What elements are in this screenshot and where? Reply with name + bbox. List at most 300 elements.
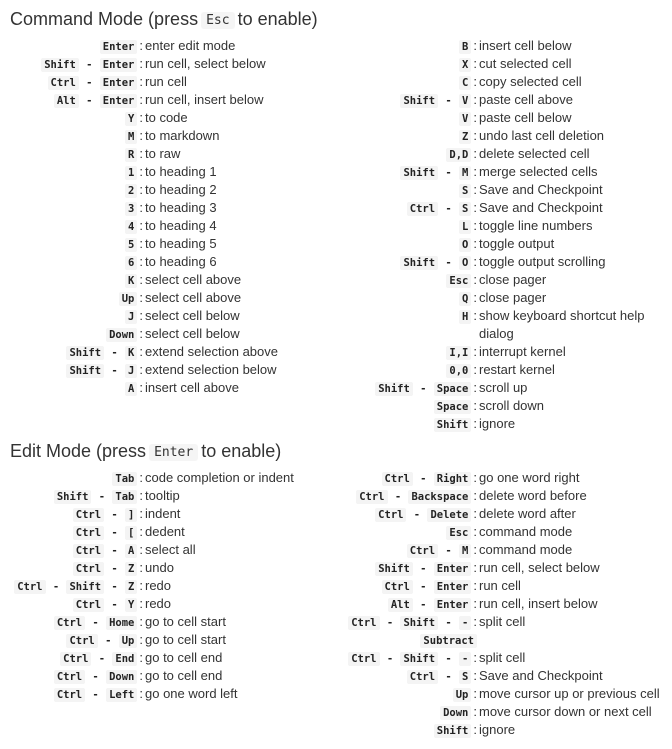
key-separator: - xyxy=(380,617,400,629)
key-cap: Ctrl xyxy=(348,616,379,630)
key-cap: Enter xyxy=(100,58,138,72)
key-separator: - xyxy=(105,365,125,377)
key-colon: : xyxy=(139,632,143,647)
shortcut-description: tooltip xyxy=(145,488,180,503)
shortcut-keys xyxy=(0,307,143,326)
key-colon: : xyxy=(473,56,477,71)
key-colon: : xyxy=(139,38,143,53)
key-cap: Up xyxy=(119,292,138,306)
key-cap: Shift xyxy=(400,652,438,666)
key-cap: 1 xyxy=(125,166,137,180)
key-cap: 3 xyxy=(125,202,137,216)
shortcut-description: select cell above xyxy=(145,272,242,287)
shortcut-description: delete selected cell xyxy=(479,146,590,161)
key-colon: : xyxy=(473,362,477,377)
shortcut-keys xyxy=(0,181,143,200)
key-cap: Z xyxy=(125,580,137,594)
key-separator: - xyxy=(388,491,408,503)
shortcut-keys xyxy=(217,253,477,272)
key-colon: : xyxy=(473,254,477,269)
key-colon: : xyxy=(473,290,477,305)
shortcut-description: to heading 1 xyxy=(145,164,217,179)
edit-mode-title-key: Enter xyxy=(149,444,198,461)
shortcut-keys xyxy=(217,487,477,506)
key-colon: : xyxy=(139,128,143,143)
shortcut-keys xyxy=(0,649,143,668)
shortcut-keys xyxy=(0,361,143,380)
key-cap: R xyxy=(125,148,137,162)
key-cap: Ctrl xyxy=(356,490,387,504)
shortcut-description: move cursor up or previous cell xyxy=(479,686,660,701)
shortcut-keys xyxy=(0,289,143,308)
key-cap: Ctrl xyxy=(407,544,438,558)
key-cap: 6 xyxy=(125,256,137,270)
key-colon: : xyxy=(139,308,143,323)
key-cap: End xyxy=(112,652,137,666)
key-cap: Up xyxy=(453,688,472,702)
key-colon: : xyxy=(139,650,143,665)
shortcut-keys xyxy=(0,595,143,614)
shortcut-keys xyxy=(217,667,477,686)
key-separator: - xyxy=(407,509,427,521)
shortcut-description: to heading 4 xyxy=(145,218,217,233)
key-cap: Ctrl xyxy=(60,652,91,666)
key-colon: : xyxy=(473,398,477,413)
key-colon: : xyxy=(473,74,477,89)
shortcut-keys xyxy=(0,613,143,632)
shortcut-keys xyxy=(0,73,143,92)
key-colon: : xyxy=(473,470,477,485)
shortcut-keys xyxy=(0,631,143,650)
shortcut-keys xyxy=(217,721,477,740)
key-cap: Shift xyxy=(434,724,472,738)
key-separator: - xyxy=(413,563,433,575)
shortcut-description: to heading 5 xyxy=(145,236,217,251)
key-cap: Ctrl xyxy=(73,526,104,540)
key-cap: - xyxy=(459,616,471,630)
shortcut-keys xyxy=(0,523,143,542)
key-cap: Ctrl xyxy=(382,580,413,594)
key-cap: Subtract xyxy=(420,634,477,648)
shortcut-keys xyxy=(217,577,477,596)
shortcut-keys xyxy=(0,469,143,488)
key-separator: - xyxy=(439,653,459,665)
key-colon: : xyxy=(139,56,143,71)
key-cap: 0,0 xyxy=(446,364,471,378)
key-separator: - xyxy=(79,59,99,71)
key-colon: : xyxy=(473,92,477,107)
key-colon: : xyxy=(139,578,143,593)
shortcut-keys xyxy=(0,217,143,236)
shortcut-keys xyxy=(217,631,477,650)
shortcut-description: extend selection above xyxy=(145,344,278,359)
shortcut-description: undo xyxy=(145,560,174,575)
key-colon: : xyxy=(473,146,477,161)
key-cap: S xyxy=(459,670,471,684)
shortcut-keys xyxy=(217,199,477,218)
shortcut-keys xyxy=(0,667,143,686)
shortcut-keys xyxy=(0,235,143,254)
key-colon: : xyxy=(139,470,143,485)
shortcut-description: indent xyxy=(145,506,181,521)
key-cap: A xyxy=(125,544,137,558)
key-colon: : xyxy=(473,380,477,395)
key-cap: Shift xyxy=(66,346,104,360)
key-cap: Ctrl xyxy=(375,508,406,522)
key-colon: : xyxy=(139,344,143,359)
shortcut-description: insert cell above xyxy=(145,380,239,395)
key-colon: : xyxy=(139,74,143,89)
key-cap: I,I xyxy=(446,346,471,360)
command-mode-title xyxy=(10,8,318,33)
shortcut-keys xyxy=(0,199,143,218)
key-separator: - xyxy=(105,347,125,359)
shortcut-description: select cell above xyxy=(145,290,242,305)
key-cap: Shift xyxy=(41,58,79,72)
key-colon: : xyxy=(139,236,143,251)
command-mode-title-key: Esc xyxy=(201,12,234,29)
shortcut-description: to raw xyxy=(145,146,181,161)
command-mode-title-suffix: to enable) xyxy=(237,9,318,29)
shortcut-keys xyxy=(217,181,477,200)
key-cap: Ctrl xyxy=(73,562,104,576)
key-separator: - xyxy=(380,653,400,665)
shortcut-description: Save and Checkpoint xyxy=(479,668,603,683)
shortcut-keys xyxy=(217,271,477,290)
shortcut-description: enter edit mode xyxy=(145,38,236,53)
shortcut-keys xyxy=(0,163,143,182)
key-cap: V xyxy=(459,112,471,126)
key-separator: - xyxy=(439,617,459,629)
key-cap: Delete xyxy=(427,508,471,522)
key-cap: Space xyxy=(434,382,472,396)
key-cap: L xyxy=(459,220,471,234)
shortcut-keys xyxy=(0,253,143,272)
shortcut-description: move cursor down or next cell xyxy=(479,704,652,719)
shortcut-description: show keyboard shortcut help dialog xyxy=(479,308,645,341)
key-cap: Tab xyxy=(112,472,137,486)
key-cap: K xyxy=(125,346,137,360)
shortcut-description: run cell, select below xyxy=(145,56,266,71)
key-colon: : xyxy=(473,164,477,179)
key-cap: Shift xyxy=(434,418,472,432)
key-colon: : xyxy=(139,686,143,701)
key-cap: M xyxy=(459,166,471,180)
key-separator: - xyxy=(79,95,99,107)
shortcut-keys xyxy=(217,235,477,254)
key-cap: Enter xyxy=(434,580,472,594)
key-cap: M xyxy=(459,544,471,558)
shortcut-description: undo last cell deletion xyxy=(479,128,605,143)
shortcut-keys xyxy=(217,343,477,362)
key-separator: - xyxy=(439,95,459,107)
shortcut-description: to heading 3 xyxy=(145,200,217,215)
shortcut-keys xyxy=(217,649,477,668)
key-separator: - xyxy=(439,257,459,269)
shortcut-description: copy selected cell xyxy=(479,74,582,89)
key-cap: Ctrl xyxy=(73,544,104,558)
key-colon: : xyxy=(473,578,477,593)
shortcut-description: toggle output scrolling xyxy=(479,254,606,269)
key-colon: : xyxy=(473,308,477,323)
key-cap: Enter xyxy=(100,40,138,54)
key-colon: : xyxy=(473,416,477,431)
shortcut-keys xyxy=(0,109,143,128)
key-colon: : xyxy=(139,182,143,197)
key-cap: Ctrl xyxy=(73,508,104,522)
shortcut-description: dedent xyxy=(145,524,185,539)
key-colon: : xyxy=(473,704,477,719)
shortcut-description: scroll up xyxy=(479,380,528,395)
shortcut-keys xyxy=(0,55,143,74)
key-colon: : xyxy=(139,542,143,557)
key-separator: - xyxy=(86,689,106,701)
key-cap: 5 xyxy=(125,238,137,252)
key-separator: - xyxy=(439,167,459,179)
key-separator: - xyxy=(79,77,99,89)
key-colon: : xyxy=(473,344,477,359)
key-cap: B xyxy=(459,40,471,54)
key-separator: - xyxy=(413,581,433,593)
key-cap: H xyxy=(459,310,471,324)
shortcut-description: paste cell above xyxy=(479,92,573,107)
key-colon: : xyxy=(473,668,477,683)
key-cap: Up xyxy=(119,634,138,648)
key-colon: : xyxy=(473,272,477,287)
key-cap: Down xyxy=(106,328,137,342)
shortcut-keys xyxy=(217,523,477,542)
key-colon: : xyxy=(139,272,143,287)
key-colon: : xyxy=(139,290,143,305)
key-cap: Shift xyxy=(375,562,413,576)
shortcut-description: toggle output xyxy=(479,236,555,251)
key-cap: Ctrl xyxy=(407,202,438,216)
shortcut-description: run cell, select below xyxy=(479,560,600,575)
shortcut-description: command mode xyxy=(479,542,573,557)
key-cap: V xyxy=(459,94,471,108)
key-colon: : xyxy=(139,524,143,539)
key-cap: K xyxy=(125,274,137,288)
shortcut-description: command mode xyxy=(479,524,573,539)
shortcut-keys xyxy=(217,109,477,128)
key-cap: Q xyxy=(459,292,471,306)
key-colon: : xyxy=(473,722,477,737)
shortcut-keys xyxy=(0,505,143,524)
key-separator: - xyxy=(439,545,459,557)
key-cap: Ctrl xyxy=(54,616,85,630)
key-colon: : xyxy=(473,542,477,557)
key-cap: ] xyxy=(125,508,137,522)
key-cap: C xyxy=(459,76,471,90)
key-separator: - xyxy=(105,509,125,521)
shortcut-description: go to cell start xyxy=(145,614,226,629)
shortcut-description: delete word after xyxy=(479,506,576,521)
key-cap: Shift xyxy=(400,256,438,270)
key-separator: - xyxy=(92,491,112,503)
key-colon: : xyxy=(473,686,477,701)
shortcut-description: run cell xyxy=(479,578,521,593)
shortcut-description: to markdown xyxy=(145,128,220,143)
shortcut-description: close pager xyxy=(479,272,547,287)
key-cap: Shift xyxy=(400,166,438,180)
key-colon: : xyxy=(473,614,477,629)
key-colon: : xyxy=(473,560,477,575)
key-cap: Down xyxy=(440,706,471,720)
key-cap: Esc xyxy=(446,526,471,540)
key-cap: Shift xyxy=(54,490,92,504)
key-colon: : xyxy=(473,506,477,521)
key-cap: O xyxy=(459,256,471,270)
shortcut-keys xyxy=(217,703,477,722)
shortcut-description: code completion or indent xyxy=(145,470,294,485)
shortcut-keys xyxy=(0,271,143,290)
edit-mode-title-suffix: to enable) xyxy=(201,441,282,461)
key-colon: : xyxy=(139,668,143,683)
key-colon: : xyxy=(473,650,477,665)
key-cap: Ctrl xyxy=(48,76,79,90)
shortcut-description: redo xyxy=(145,578,172,593)
shortcut-keys xyxy=(217,73,477,92)
shortcut-keys xyxy=(0,37,143,56)
key-cap: Backspace xyxy=(408,490,471,504)
key-colon: : xyxy=(139,614,143,629)
key-separator: - xyxy=(413,473,433,485)
key-colon: : xyxy=(139,326,143,341)
shortcut-keys xyxy=(217,559,477,578)
key-cap: Home xyxy=(106,616,137,630)
key-cap: Shift xyxy=(66,580,104,594)
key-colon: : xyxy=(139,200,143,215)
key-colon: : xyxy=(139,596,143,611)
shortcut-description: cut selected cell xyxy=(479,56,572,71)
key-cap: S xyxy=(459,202,471,216)
key-separator: - xyxy=(413,599,433,611)
shortcut-description: go to cell end xyxy=(145,650,223,665)
key-cap: Enter xyxy=(434,562,472,576)
key-cap: Z xyxy=(459,130,471,144)
shortcut-description: select all xyxy=(145,542,196,557)
key-cap: Shift xyxy=(400,94,438,108)
key-cap: Ctrl xyxy=(14,580,45,594)
key-colon: : xyxy=(139,560,143,575)
shortcut-keys xyxy=(0,541,143,560)
key-colon: : xyxy=(139,164,143,179)
shortcut-description: paste cell below xyxy=(479,110,572,125)
key-separator: - xyxy=(439,671,459,683)
key-cap: Z xyxy=(125,562,137,576)
edit-mode-title xyxy=(10,440,281,465)
shortcut-keys xyxy=(217,361,477,380)
key-cap: Down xyxy=(106,670,137,684)
shortcut-description: merge selected cells xyxy=(479,164,598,179)
shortcut-keys xyxy=(217,289,477,308)
shortcut-description: ignore xyxy=(479,722,516,737)
shortcut-keys xyxy=(0,91,143,110)
shortcut-keys xyxy=(0,145,143,164)
shortcut-keys xyxy=(217,163,477,182)
key-separator: - xyxy=(105,599,125,611)
shortcut-description: redo xyxy=(145,596,172,611)
key-cap: Ctrl xyxy=(407,670,438,684)
shortcut-keys xyxy=(0,127,143,146)
key-cap: Right xyxy=(434,472,472,486)
key-cap: Ctrl xyxy=(54,688,85,702)
shortcut-keys xyxy=(0,685,143,704)
key-cap: Y xyxy=(125,598,137,612)
shortcut-keys xyxy=(217,55,477,74)
shortcut-description: to heading 6 xyxy=(145,254,217,269)
key-cap: O xyxy=(459,238,471,252)
key-cap: Left xyxy=(106,688,137,702)
key-colon: : xyxy=(473,488,477,503)
shortcut-keys xyxy=(217,541,477,560)
shortcut-keys xyxy=(217,469,477,488)
shortcut-description: run cell xyxy=(145,74,187,89)
key-separator: - xyxy=(105,581,125,593)
key-cap: Ctrl xyxy=(54,670,85,684)
shortcut-description: run cell, insert below xyxy=(145,92,264,107)
shortcut-description: restart kernel xyxy=(479,362,555,377)
shortcut-description: interrupt kernel xyxy=(479,344,566,359)
key-colon: : xyxy=(139,146,143,161)
shortcut-keys xyxy=(0,487,143,506)
key-separator: - xyxy=(46,581,66,593)
key-colon: : xyxy=(473,110,477,125)
key-separator: - xyxy=(98,635,118,647)
key-cap: Tab xyxy=(112,490,137,504)
key-cap: Ctrl xyxy=(382,472,413,486)
shortcut-description: insert cell below xyxy=(479,38,572,53)
shortcut-keys xyxy=(0,343,143,362)
key-cap: Y xyxy=(125,112,137,126)
key-cap: 4 xyxy=(125,220,137,234)
shortcut-description: to code xyxy=(145,110,188,125)
key-colon: : xyxy=(139,362,143,377)
key-cap: 2 xyxy=(125,184,137,198)
shortcut-description: split cell xyxy=(479,650,526,665)
shortcut-description: go to cell end xyxy=(145,668,223,683)
key-cap: Ctrl xyxy=(66,634,97,648)
shortcut-description: Save and Checkpoint xyxy=(479,200,603,215)
shortcut-description: select cell below xyxy=(145,308,240,323)
key-colon: : xyxy=(473,236,477,251)
key-separator: - xyxy=(105,527,125,539)
shortcut-description: close pager xyxy=(479,290,547,305)
shortcut-description: extend selection below xyxy=(145,362,277,377)
shortcut-keys xyxy=(0,559,143,578)
shortcut-description: go one word right xyxy=(479,470,580,485)
key-cap: Alt xyxy=(54,94,79,108)
shortcut-description: select cell below xyxy=(145,326,240,341)
shortcut-description: ignore xyxy=(479,416,516,431)
shortcut-keys xyxy=(217,613,477,632)
key-separator: - xyxy=(105,545,125,557)
command-mode-title-prefix: Command Mode (press xyxy=(10,9,199,29)
shortcut-description: scroll down xyxy=(479,398,545,413)
key-colon: : xyxy=(139,218,143,233)
key-cap: Space xyxy=(434,400,472,414)
key-colon: : xyxy=(139,110,143,125)
shortcut-description: Save and Checkpoint xyxy=(479,182,603,197)
key-separator: - xyxy=(92,653,112,665)
key-cap: A xyxy=(125,382,137,396)
key-cap: M xyxy=(125,130,137,144)
shortcut-keys xyxy=(217,685,477,704)
key-cap: D,D xyxy=(446,148,471,162)
shortcut-keys xyxy=(217,595,477,614)
key-cap: [ xyxy=(125,526,137,540)
shortcut-keys xyxy=(217,127,477,146)
